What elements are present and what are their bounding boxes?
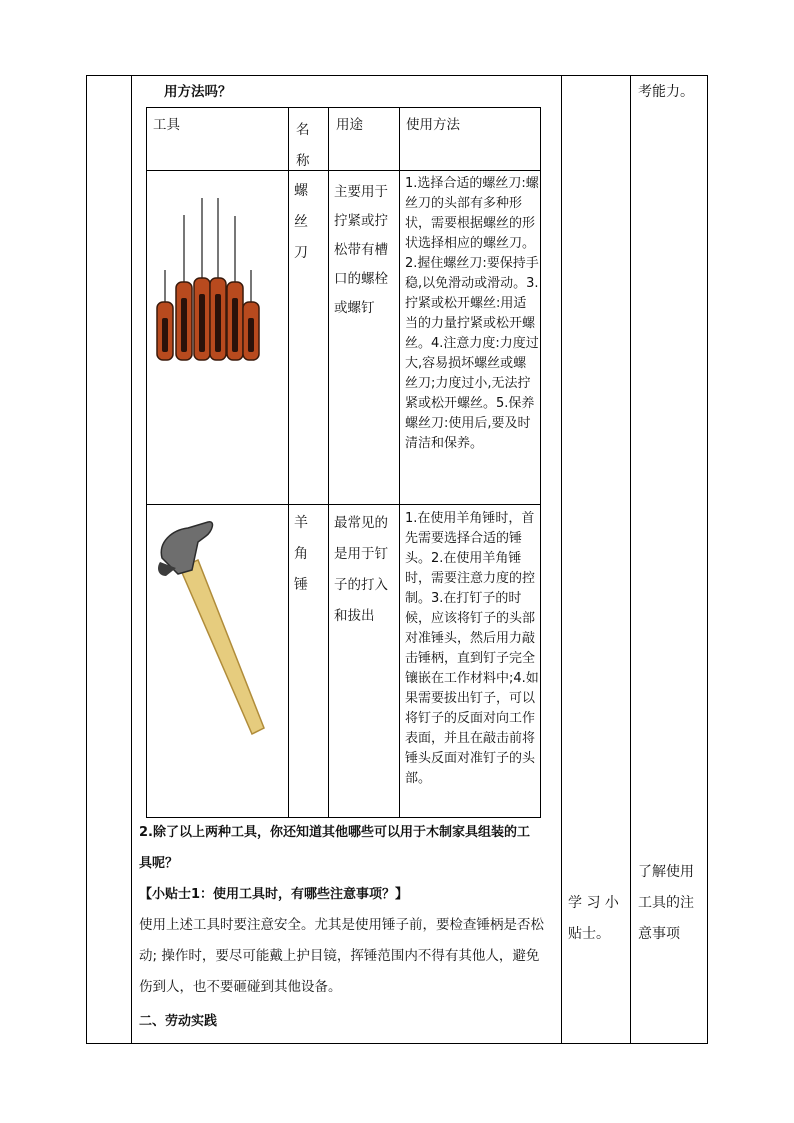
- tool-table-row1-bottom: [146, 504, 541, 505]
- screwdriver-set-image: [150, 192, 270, 364]
- row2-name: 羊 角 锤: [294, 515, 308, 593]
- tip-body-line1: 使用上述工具时要注意安全。尤其是使用锤子前，要检查锤柄是否松: [139, 917, 544, 933]
- tip-body-line2: 动; 操作时，要尽可能戴上护目镜，挥锤范围内不得有其他人，避免: [139, 948, 540, 964]
- tool-table-bottom: [146, 817, 541, 818]
- tool-table-right: [540, 107, 541, 818]
- tool-table-left: [146, 107, 147, 818]
- column-divider-3: [630, 75, 631, 1044]
- outer-left-border: [86, 75, 87, 1044]
- tool-table-header-bottom: [146, 170, 541, 171]
- tool-table-col-use: [328, 107, 329, 818]
- row2-use: 最常见的是用于钉子的打入和拔出: [334, 515, 388, 624]
- tip-title: 【小贴士1：使用工具时，有哪些注意事项？】: [139, 887, 409, 902]
- section-heading: 二、劳动实践: [139, 1014, 218, 1029]
- tool-table-top: [146, 107, 541, 108]
- tip-body-line3: 伤到人，也不要砸碰到其他设备。: [139, 979, 342, 995]
- tool-table-col-method: [399, 107, 400, 818]
- question-2-line1: 2.除了以上两种工具，你还知道其他哪些可以用于木制家具组装的工: [139, 825, 530, 840]
- col4-top: 考能力。: [638, 84, 694, 100]
- outer-bottom-border: [86, 1043, 708, 1044]
- column-divider-1: [131, 75, 132, 1044]
- row1-method: 1.选择合适的螺丝刀:螺丝刀的头部有多种形状，需要根据螺丝的形状选择相应的螺丝刀。2.握住螺丝刀:要保持手稳,以免滑动或滑动。3.拧紧或松开螺丝:用适当的力量拧紧或松开螺丝。4.注意力度:力度过大,容易损坏螺丝或螺丝刀;力度过小,无法拧紧或松开螺丝。5.保养螺丝刀:使用后,要及时清洁和保养。: [405, 176, 539, 451]
- tool-table-col-name: [288, 107, 289, 818]
- col3-line2: 贴士。: [568, 926, 610, 942]
- col4-line3: 意事项: [638, 926, 680, 942]
- outer-top-border: [86, 75, 708, 76]
- header-tool: 工具: [153, 117, 180, 133]
- col4-line1: 了解使用: [638, 864, 694, 880]
- col4-line2: 工具的注: [638, 895, 694, 911]
- outer-right-border: [707, 75, 708, 1044]
- col3-line1: 学 习 小: [568, 895, 619, 911]
- header-name: 名称: [296, 122, 310, 169]
- header-method: 使用方法: [406, 117, 460, 133]
- claw-hammer-image: [152, 518, 270, 740]
- header-use: 用途: [336, 117, 363, 133]
- row1-name: 螺 丝 刀: [294, 183, 308, 261]
- row1-use: 主要用于拧紧或拧松带有槽口的螺栓或螺钉: [334, 184, 388, 316]
- intro-line: 用方法吗？: [164, 84, 232, 100]
- question-2-line2: 具呢？: [139, 856, 179, 871]
- column-divider-2: [561, 75, 562, 1044]
- row2-method: 1.在使用羊角锤时，首先需要选择合适的锤头。2.在使用羊角锤时，需要注意力度的控制。3.在打钉子的时候，应该将钉子的头部对准锤头，然后用力敲击锤柄，直到钉子完全镶嵌在工作材料中;4.如果需要拔出钉子，可以将钉子的反面对向工作表面，并且在敲击前将锤头反面对准钉子的头部。: [405, 511, 539, 786]
